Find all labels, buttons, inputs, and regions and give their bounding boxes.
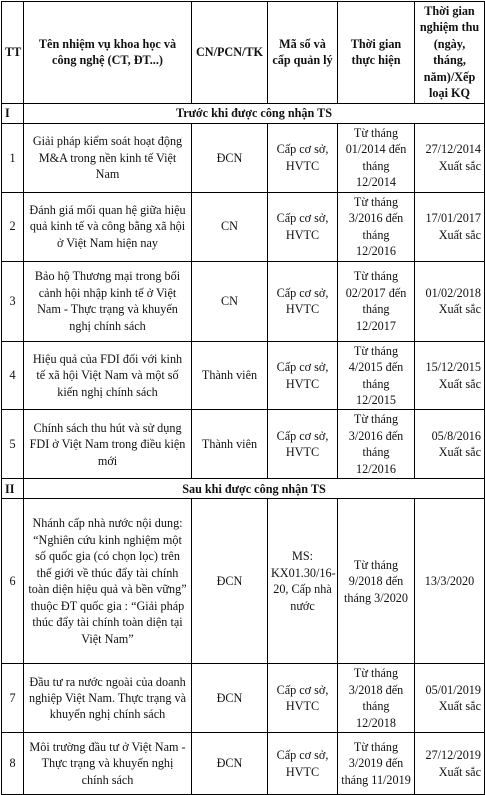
row-role: ĐCN — [192, 123, 268, 192]
row-result-date: 05/8/2016 — [431, 428, 481, 443]
row-result-date: 13/3/2020 — [424, 574, 475, 589]
section-id: I — [2, 103, 24, 123]
row-tt: 1 — [2, 123, 24, 192]
row-result-grade: Xuất sắc — [438, 227, 481, 242]
row-result-grade: Xuất sắc — [438, 445, 481, 460]
header-code: Mã số và cấp quản lý — [268, 2, 338, 104]
row-name: Nhánh cấp nhà nước nội dung: “Nghiên cứu kinh nghiệm một số quốc gia (có chọn lọc) trên thế giới về thúc đẩy tài chính toàn diện hiệu quả và bền vững” thuộc ĐT quốc gia : “Giải pháp thúc đẩy tài chính toàn diện tại Việt Nam” — [24, 499, 192, 664]
row-result-grade: Xuất sắc — [438, 764, 481, 779]
row-time: Từ tháng 3/2019 đến tháng 11/2019 — [338, 733, 415, 795]
row-result — [415, 664, 485, 733]
row-result — [415, 123, 485, 192]
row-result — [415, 192, 485, 261]
row-time: Từ tháng 3/2016 đến tháng 12/2016 — [338, 410, 415, 479]
table-row — [2, 341, 485, 410]
row-result-grade: Xuất sắc — [438, 699, 481, 714]
header-result: Thời gian nghiệm thu (ngày, tháng, năm)/Xếp loại KQ — [415, 2, 485, 104]
row-name: Môi trường đầu tư ở Việt Nam - Thực trạng và khuyến nghị chính sách — [24, 733, 192, 795]
row-result-date: 05/01/2019 — [425, 682, 481, 697]
row-result — [415, 410, 485, 479]
header-row — [2, 2, 485, 104]
section-label: Sau khi được công nhận TS — [24, 479, 485, 499]
row-name: Đánh giá mối quan hệ giữa hiệu quả kinh tế và công bằng xã hội ở Việt Nam hiện nay — [24, 192, 192, 261]
row-role: ĐCN — [192, 664, 268, 733]
table-row — [2, 261, 485, 341]
table-row — [2, 123, 485, 192]
row-role: Thành viên — [192, 341, 268, 410]
table-row — [2, 664, 485, 733]
section-id: II — [2, 479, 24, 499]
row-code: Cấp cơ sở, HVTC — [268, 733, 338, 795]
row-code: Cấp cơ sở, HVTC — [268, 192, 338, 261]
header-tt: TT — [2, 2, 24, 104]
row-code: MS: KX01.30/16-20, Cấp nhà nước — [268, 499, 338, 664]
row-tt: 6 — [2, 499, 24, 664]
row-tt: 7 — [2, 664, 24, 733]
row-tt: 5 — [2, 410, 24, 479]
row-result — [415, 733, 485, 795]
row-tt: 4 — [2, 341, 24, 410]
row-code: Cấp cơ sở, HVTC — [268, 341, 338, 410]
row-result-grade: Xuất sắc — [438, 158, 481, 173]
research-projects-table — [1, 1, 485, 795]
row-result — [415, 499, 485, 664]
row-time: Từ tháng 01/2014 đến tháng 12/2014 — [338, 123, 415, 192]
table-row — [2, 733, 485, 795]
row-tt: 3 — [2, 261, 24, 341]
row-role: Thành viên — [192, 410, 268, 479]
row-role: ĐCN — [192, 499, 268, 664]
row-result-date: 27/12/2019 — [425, 748, 481, 763]
row-role: CN — [192, 192, 268, 261]
row-code: Cấp cơ sở, HVTC — [268, 410, 338, 479]
row-time: Từ tháng 3/2018 đến tháng 12/2018 — [338, 664, 415, 733]
row-name: Bảo hộ Thương mại trong bối cảnh hội nhập kinh tế ở Việt Nam - Thực trạng và khuyến nghị chính sách — [24, 261, 192, 341]
row-name: Đầu tư ra nước ngoài của doanh nghiệp Việt Nam. Thực trạng và khuyến nghị chính sách — [24, 664, 192, 733]
row-time: Từ tháng 02/2017 đến tháng 12/2017 — [338, 261, 415, 341]
table-row — [2, 499, 485, 664]
row-tt: 2 — [2, 192, 24, 261]
row-result-date: 17/01/2017 — [425, 211, 481, 226]
header-name: Tên nhiệm vụ khoa học và công nghệ (CT, ĐT...) — [24, 2, 192, 104]
row-result — [415, 261, 485, 341]
row-time: Từ tháng 3/2016 đến tháng 12/2016 — [338, 192, 415, 261]
row-name: Chính sách thu hút và sử dụng FDI ở Việt Nam trong điều kiện mới — [24, 410, 192, 479]
row-result — [415, 341, 485, 410]
section-label: Trước khi được công nhận TS — [24, 103, 485, 123]
row-role: ĐCN — [192, 733, 268, 795]
row-name: Hiệu quả của FDI đối với kinh tế xã hội Việt Nam và một số kiến nghị chính sách — [24, 341, 192, 410]
row-code: Cấp cơ sở, HVTC — [268, 123, 338, 192]
row-result-grade: Xuất sắc — [438, 376, 481, 391]
row-result-date: 27/12/2014 — [425, 142, 481, 157]
row-result-date: 01/02/2018 — [425, 285, 481, 300]
row-time: Từ tháng 9/2018 đến tháng 3/2020 — [338, 499, 415, 664]
row-result-date: 15/12/2015 — [425, 360, 481, 375]
row-code: Cấp cơ sở, HVTC — [268, 664, 338, 733]
section-row — [2, 103, 485, 123]
row-tt: 8 — [2, 733, 24, 795]
section-row — [2, 479, 485, 499]
row-code: Cấp cơ sở, HVTC — [268, 261, 338, 341]
row-time: Từ tháng 4/2015 đến tháng 12/2015 — [338, 341, 415, 410]
header-role: CN/PCN/TK — [192, 2, 268, 104]
row-role: CN — [192, 261, 268, 341]
table-row — [2, 410, 485, 479]
table-row — [2, 192, 485, 261]
header-time: Thời gian thực hiện — [338, 2, 415, 104]
row-result-grade: Xuất sắc — [438, 302, 481, 317]
row-name: Giải pháp kiểm soát hoạt động M&A trong nền kinh tế Việt Nam — [24, 123, 192, 192]
